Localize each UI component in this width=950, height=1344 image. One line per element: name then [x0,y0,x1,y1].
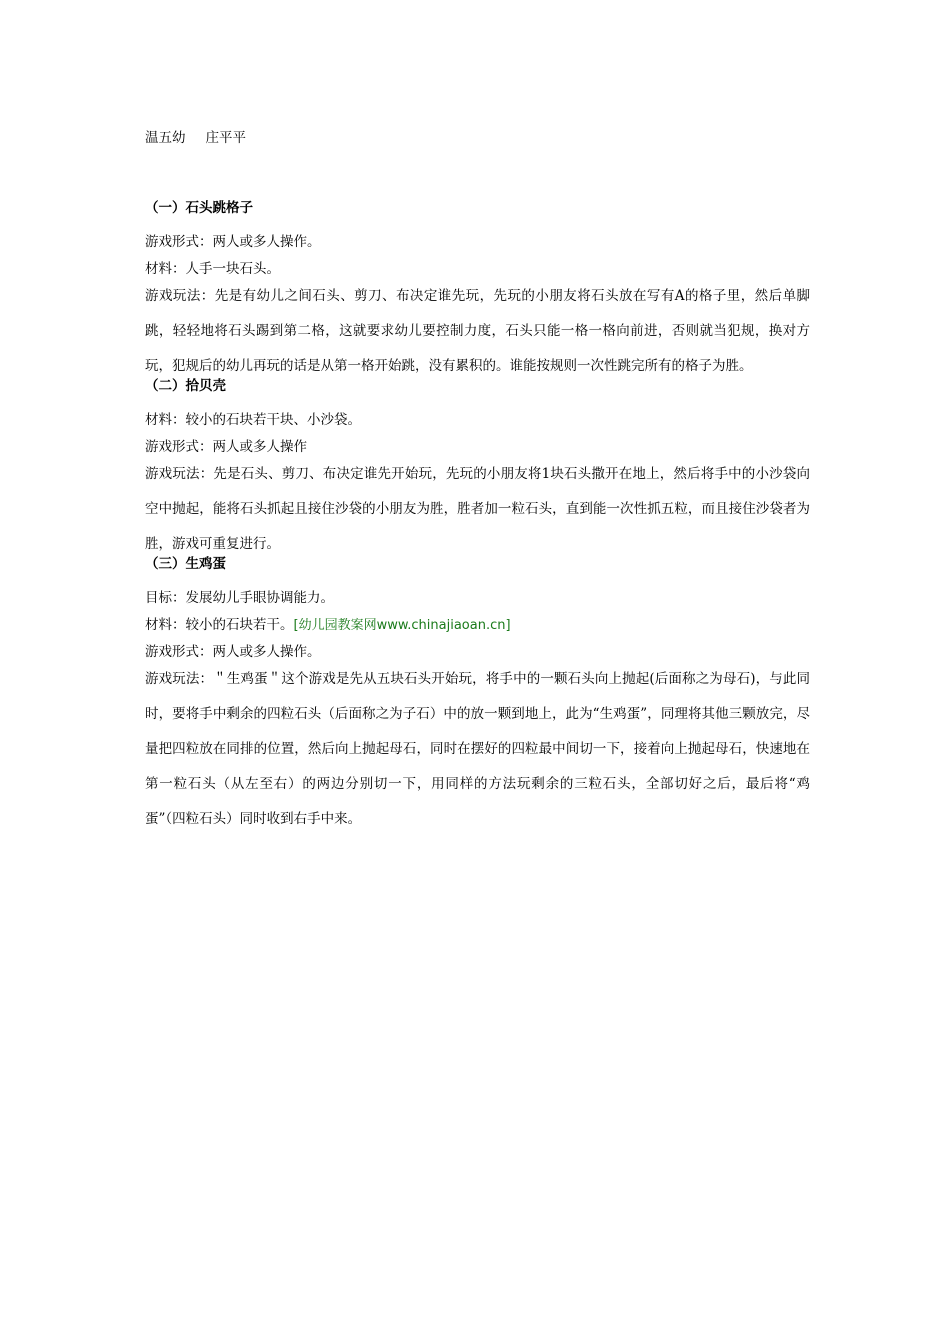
paragraph-game-form: 游戏形式：两人或多人操作。 [145,644,321,660]
paragraph-goal: 目标：发展幼儿手眼协调能力。 [145,590,334,606]
document-body [145,198,810,837]
paragraph-gameplay: 游戏玩法：先是有幼儿之间石头、剪刀、布决定谁先玩，先玩的小朋友将石头放在写有A的格子里，然后单脚跳，轻轻地将石头踢到第二格，这就要求幼儿要控制力度，石头只能一格一格向前进，否则就当犯规，换对方玩，犯规后的幼儿再玩的话是从第一格开始跳，没有累积的。谁能按规则一次性跳完所有的格子为胜。 [145,288,811,374]
author-line [145,128,246,148]
source-link[interactable]: [幼儿园教案网www.chinajiaoan.cn] [293,618,511,633]
paragraph-materials: 材料：人手一块石头。 [145,261,280,277]
author-school: 温五幼 [145,130,186,146]
paragraph-gameplay: 游戏玩法：＂生鸡蛋＂这个游戏是先从五块石头开始玩，将手中的一颗石头向上抛起(后面称之为母石)，与此同时，要将手中剩余的四粒石头（后面称之为子石）中的放一颗到地上，此为“生鸡蛋”，同理将其他三颗放完，尽量把四粒放在同排的位置，然后向上抛起母石，同时在摆好的四粒最中间切一下，接着向上抛起母石，快速地在第一粒石头（从左至右）的两边分别切一下，用同样的方法玩剩余的三粒石头，全部切好之后，最后将“鸡蛋”（四粒石头）同时收到右手中来。 [145,671,810,827]
section-heading: （三）生鸡蛋 [145,556,226,572]
section-heading: （二）拾贝壳 [145,378,226,394]
paragraph-gameplay: 游戏玩法：先是石头、剪刀、布决定谁先开始玩，先玩的小朋友将1块石头撒开在地上，然后将手中的小沙袋向空中抛起，能将石头抓起且接住沙袋的小朋友为胜，胜者加一粒石头，直到能一次性抓五粒，而且接住沙袋者为胜，游戏可重复进行。 [145,466,811,552]
section-heading: （一）石头跳格子 [145,200,253,216]
paragraph-game-form: 游戏形式：两人或多人操作。 [145,234,321,250]
paragraph-materials: 材料：较小的石块若干块、小沙袋。 [145,412,361,428]
paragraph-game-form: 游戏形式：两人或多人操作 [145,439,307,455]
author-name: 庄平平 [205,130,246,146]
paragraph-materials: 材料：较小的石块若干。[幼儿园教案网www.chinajiaoan.cn] [145,617,511,633]
